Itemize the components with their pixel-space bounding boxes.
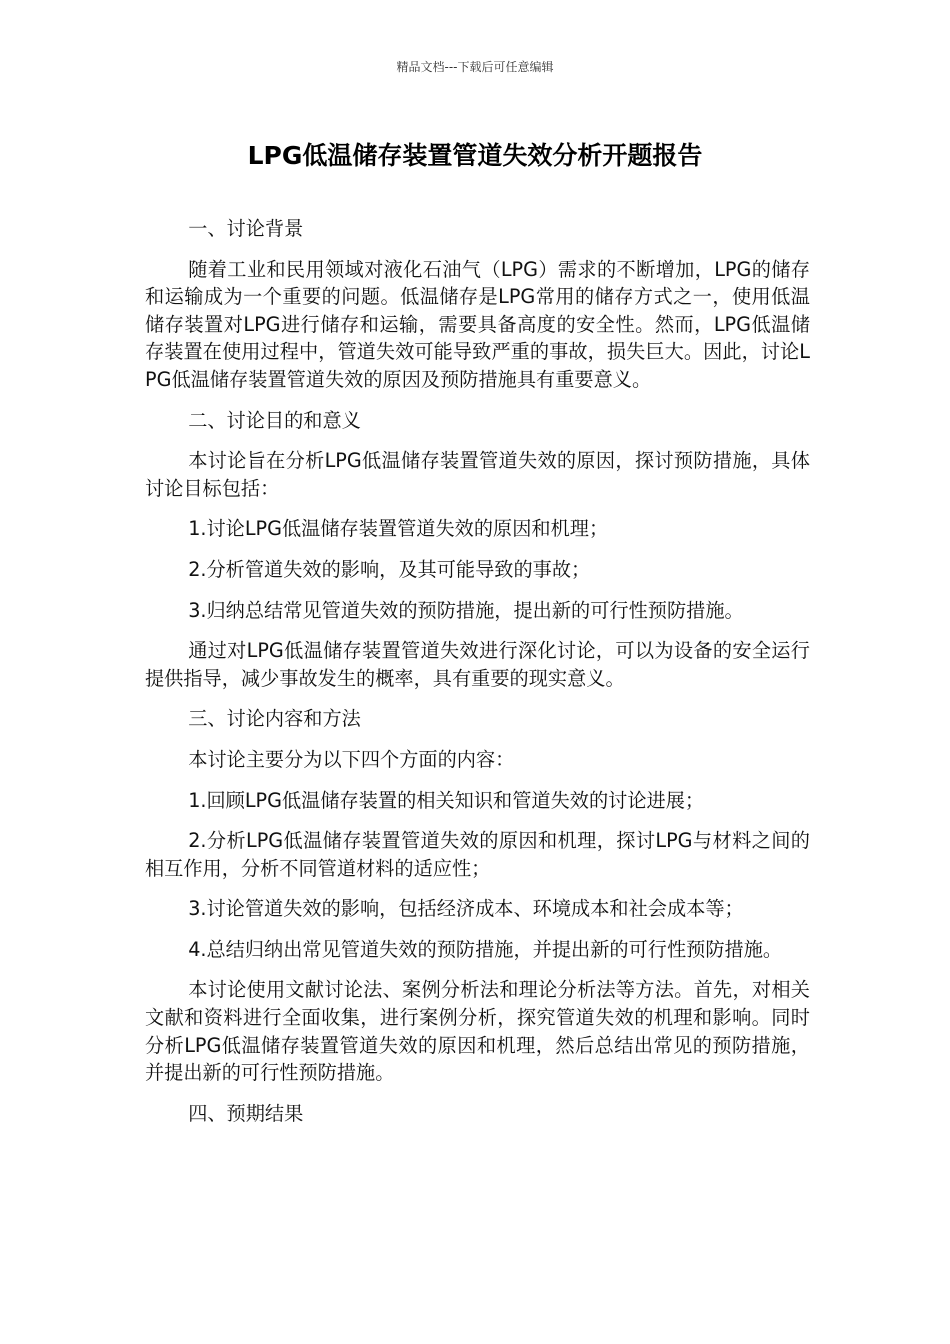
paragraph-methods: 本讨论使用文献讨论法、案例分析法和理论分析法等方法。首先，对相关文献和资料进行全面收集，进行案例分析，探究管道失效的机理和影响。同时分析LPG低温储存装置管道失效的原因和机理，然后总结出常见的预防措施，并提出新的可行性预防措施。 — [145, 978, 810, 1085]
list-item-content-4: 4.总结归纳出常见管道失效的预防措施，并提出新的可行性预防措施。 — [188, 937, 783, 961]
section-heading-purpose: 二、讨论目的和意义 — [188, 408, 361, 432]
section-heading-expected-results: 四、预期结果 — [188, 1101, 304, 1125]
header-note: 精品文档---下载后可任意编辑 — [396, 60, 554, 74]
list-item-content-2: 2.分析LPG低温储存装置管道失效的原因和机理，探讨LPG与材料之间的相互作用，分析不同管道材料的适应性； — [145, 829, 810, 880]
document-body — [145, 215, 810, 1140]
list-item-content-3: 3.讨论管道失效的影响，包括经济成本、环境成本和社会成本等； — [188, 897, 744, 921]
paragraph-background: 随着工业和民用领域对液化石油气（LPG）需求的不断增加，LPG的储存和运输成为一个重要的问题。低温储存是LPG常用的储存方式之一，使用低温储存装置对LPG进行储存和运输，需要具备高度的安全性。然而，LPG低温储存装置在使用过程中，管道失效可能导致严重的事故，损失巨大。因此，讨论LPG低温储存装置管道失效的原因及预防措施具有重要意义。 — [145, 257, 810, 391]
list-item-purpose-2: 2.分析管道失效的影响，及其可能导致的事故； — [188, 557, 591, 581]
list-item-purpose-3: 3.归纳总结常见管道失效的预防措施，提出新的可行性预防措施。 — [188, 598, 744, 622]
section-heading-background: 一、讨论背景 — [188, 217, 304, 240]
paragraph-content-intro: 本讨论主要分为以下四个方面的内容： — [188, 747, 515, 771]
section-heading-content: 三、讨论内容和方法 — [188, 707, 361, 731]
list-item-purpose-1: 1.讨论LPG低温储存装置管道失效的原因和机理； — [188, 517, 609, 541]
document-title: LPG低温储存装置管道失效分析开题报告 — [247, 141, 703, 170]
paragraph-purpose-intro: 本讨论旨在分析LPG低温储存装置管道失效的原因，探讨预防措施，具体讨论目标包括： — [145, 449, 810, 500]
list-item-content-1: 1.回顾LPG低温储存装置的相关知识和管道失效的讨论进展； — [188, 788, 705, 812]
paragraph-significance: 通过对LPG低温储存装置管道失效进行深化讨论，可以为设备的安全运行提供指导，减少事故发生的概率，具有重要的现实意义。 — [145, 639, 810, 690]
